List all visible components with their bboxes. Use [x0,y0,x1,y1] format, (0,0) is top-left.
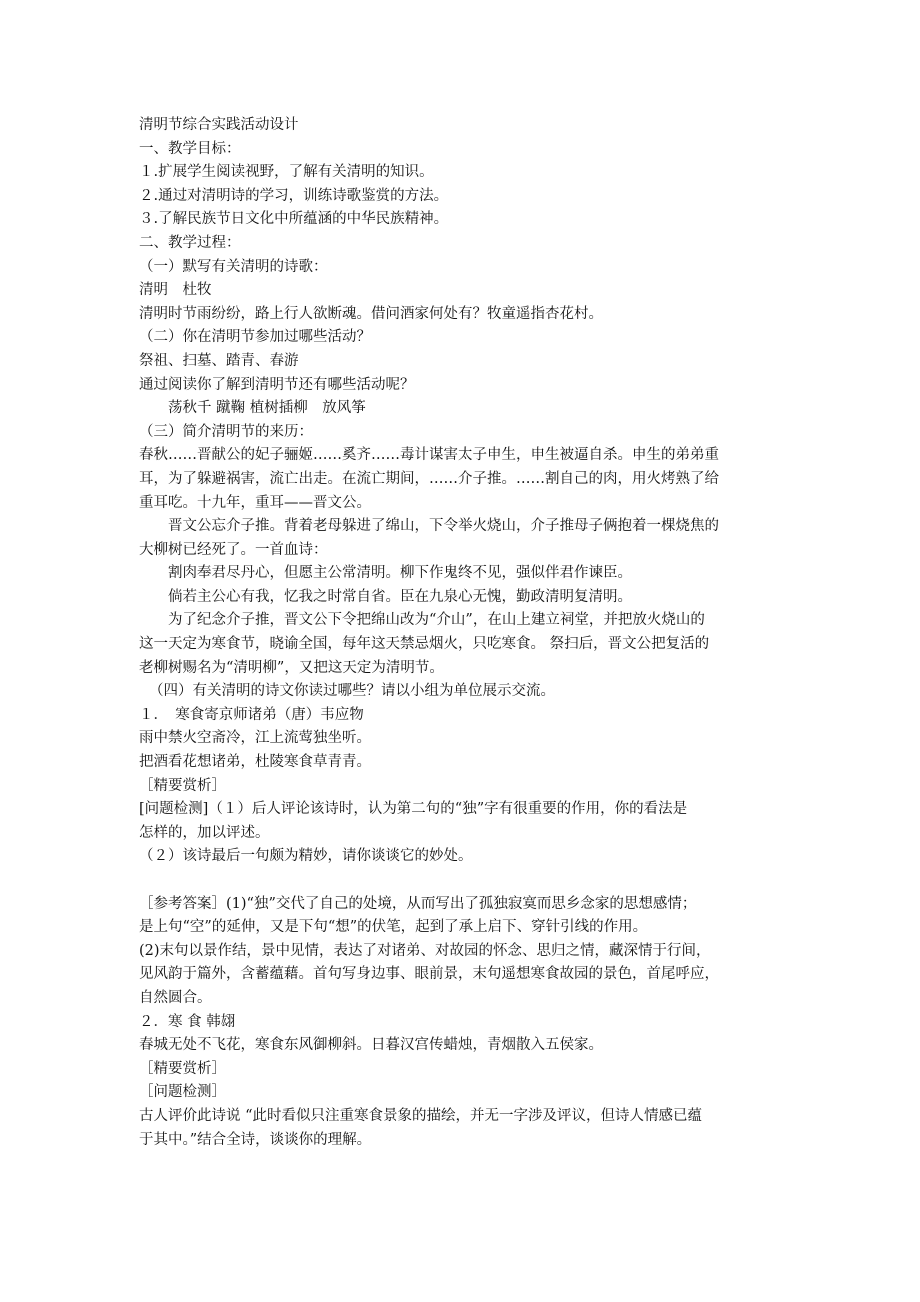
poem-text: 割肉奉君尽丹心，但愿主公常清明。柳下作鬼终不见，强似伴君作谏臣。 [168,565,632,582]
subsection-heading: （四）有关清明的诗文你读过哪些？请以小组为单位展示交流。 [149,683,555,700]
question-line: 于其中。”结合全诗，谈谈你的理解。 [139,1131,372,1148]
question-line: [问题检测]（１）后人评论该诗时，认为第二句的“独”字有很重要的作用，你的看法是 [139,801,688,818]
paragraph-line: 春秋……晋献公的妃子骊姬……奚齐……毒计谋害太子申生，申生被逼自杀。申生的弟弟重 [139,447,719,464]
poem-text: 雨中禁火空斋冷，江上流莺独坐听。 [139,730,371,747]
label-line: ［问题检测］ [139,1084,226,1101]
subsection-heading: （三）简介清明节的来历： [139,423,313,440]
paragraph-line: 为了纪念介子推，晋文公下令把绵山改为“介山”，在山上建立祠堂，并把放火烧山的 [168,612,705,629]
objective-item: １.扩展学生阅读视野，了解有关清明的知识。 [139,164,434,181]
objective-item: ２.通过对清明诗的学习，训练诗歌鉴赏的方法。 [139,187,449,204]
objective-item: ３.了解民族节日文化中所蕴涵的中华民族精神。 [139,211,449,228]
paragraph-line: 大柳树已经死了。一首血诗： [139,541,328,558]
answer-line: 见风韵于篇外，含蓄蕴藉。首句写身边事、眼前景，末句遥想寒食故园的景色，首尾呼应， [139,966,719,983]
paragraph-line: 老柳树赐名为“清明柳”，又把这天定为清明节。 [139,659,444,676]
text-line: 祭祖、扫墓、踏青、春游 [139,352,299,369]
section-heading: 一、教学目标： [139,140,241,157]
poem-title: ２．寒 食 韩翃 [139,1013,236,1030]
answer-line: ［参考答案］(1)“独”交代了自己的处境，从而写出了孤独寂寞而思乡念家的思想感情； [139,895,697,912]
paragraph-line: 重耳吃。十九年，重耳——晋文公。 [139,494,371,511]
paragraph-line: 这一天定为寒食节，晓谕全国，每年这天禁忌烟火，只吃寒食。 祭扫后，晋文公把复活的 [139,636,710,653]
question-line: 怎样的，加以评述。 [139,824,270,841]
label-line: ［精要赏析］ [139,1060,226,1077]
poem-text: 春城无处不飞花，寒食东风御柳斜。日暮汉宫传蜡烛，青烟散入五侯家。 [139,1037,603,1054]
subsection-heading: （二）你在清明节参加过哪些活动？ [139,329,371,346]
answer-line: (2)末句以景作结，景中见情，表达了对诸弟、对故园的怀念、思归之情，藏深情于行间， [139,942,711,959]
poem-text: 清明时节雨纷纷，路上行人欲断魂。借问酒家何处有？牧童遥指杏花村。 [139,305,603,322]
poem-text: 把酒看花想诸弟，杜陵寒食草青青。 [139,754,371,771]
poem-title: １． 寒食寄京师诸弟（唐）韦应物 [139,706,364,723]
text-line: 通过阅读你了解到清明节还有哪些活动呢？ [139,376,415,393]
question-line: 古人评价此诗说 “此时看似只注重寒食景象的描绘，并无一字涉及评议，但诗人情感已蕴 [139,1107,703,1124]
answer-line: 自然圆合。 [139,989,212,1006]
section-heading: 二、教学过程： [139,234,241,251]
poem-title: 清明 杜牧 [139,282,212,299]
document-page [139,114,783,1152]
subsection-heading: （一）默写有关清明的诗歌： [139,258,328,275]
answer-line: 是上句“空”的延伸，又是下句“想”的伏笔，起到了承上启下、穿针引线的作用。 [139,919,648,936]
paragraph-line: 晋文公忘介子推。背着老母躲进了绵山，下令举火烧山，介子推母子俩抱着一棵烧焦的 [168,518,719,535]
poem-text: 倘若主公心有我，忆我之时常自省。臣在九泉心无愧，勤政清明复清明。 [168,588,632,605]
question-line: （２）该诗最后一句颇为精妙，请你谈谈它的妙处。 [139,848,473,865]
label-line: ［精要赏析］ [139,777,226,794]
text-line: 荡秋千 蹴鞠 植树插柳 放风筝 [168,400,366,417]
blank-line [139,869,783,893]
paragraph-line: 耳，为了躲避祸害，流亡出走。在流亡期间，……介子推。……割自己的肉，用火烤熟了给 [139,470,719,487]
document-title: 清明节综合实践活动设计 [139,117,299,133]
